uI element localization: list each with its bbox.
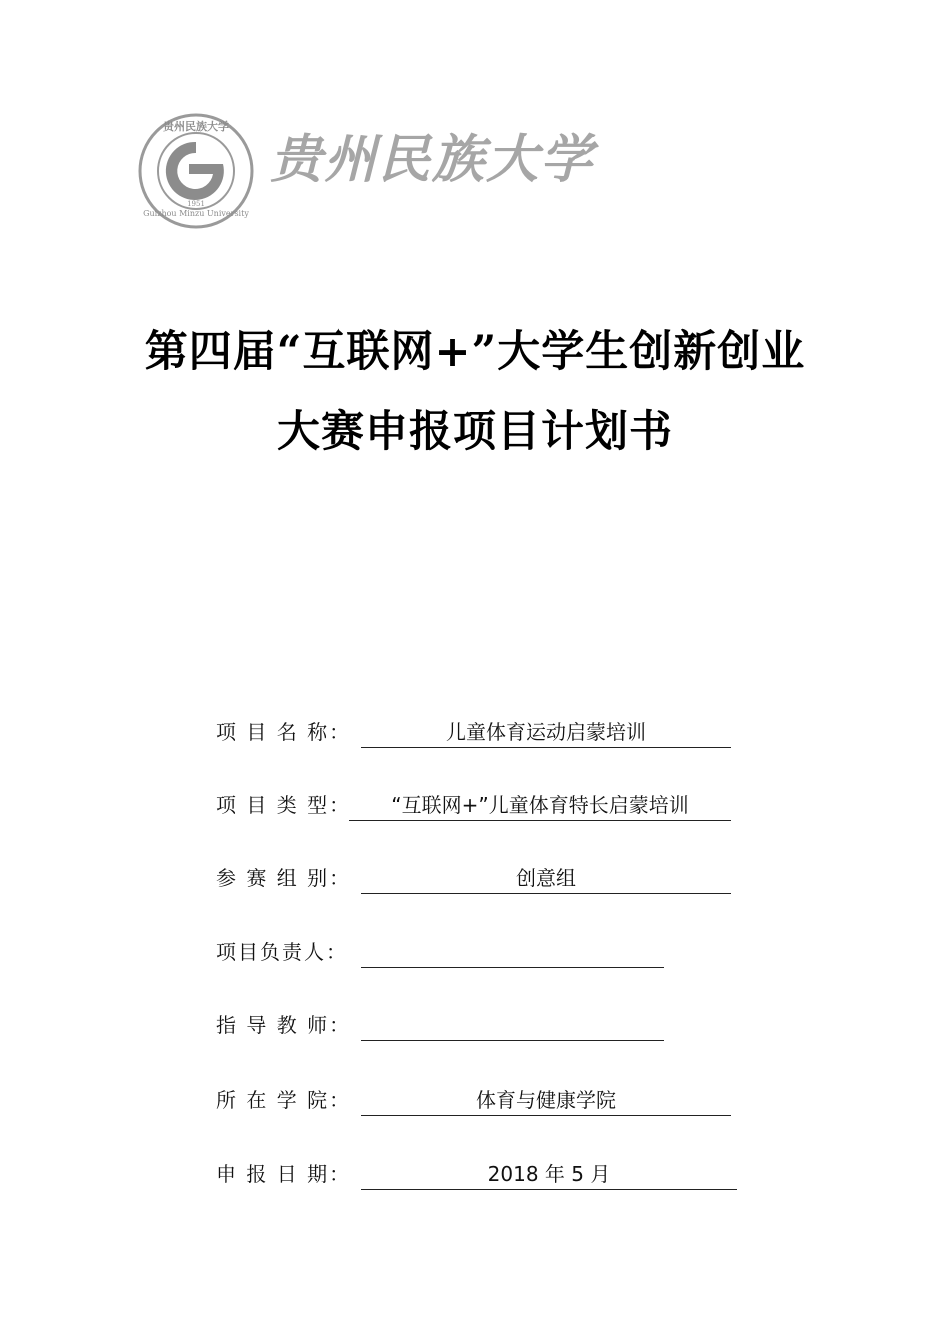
- field-underline: [361, 967, 664, 968]
- field-underline: [361, 1040, 664, 1041]
- university-wordmark-logo: 贵州民族大学: [270, 129, 595, 190]
- svg-text:贵州民族大学: 贵州民族大学: [163, 120, 229, 133]
- field-value: 创意组: [516, 866, 576, 890]
- field-label: 项 目 名 称：: [216, 720, 352, 744]
- document-title-line-2: 大赛申报项目计划书: [277, 407, 673, 457]
- field-label: 项目负责人：: [216, 940, 348, 964]
- svg-text:Guizhou Minzu University: Guizhou Minzu University: [143, 209, 249, 218]
- document-title-line-1: 第四届“互联网+”大学生创新创业: [144, 327, 806, 377]
- field-value: “互联网+”儿童体育特长启蒙培训: [391, 793, 689, 817]
- field-label: 参 赛 组 别：: [216, 866, 352, 890]
- field-value: 2018 年 5 月: [487, 1162, 611, 1186]
- field-value: 体育与健康学院: [476, 1088, 616, 1112]
- field-label: 项 目 类 型：: [216, 793, 352, 817]
- field-label: 所 在 学 院：: [216, 1088, 352, 1112]
- university-seal-logo: [137, 112, 255, 230]
- field-label: 指 导 教 师：: [216, 1013, 352, 1037]
- svg-text:1951: 1951: [187, 200, 205, 208]
- field-value: 儿童体育运动启蒙培训: [446, 720, 646, 744]
- field-label: 申 报 日 期：: [216, 1162, 352, 1186]
